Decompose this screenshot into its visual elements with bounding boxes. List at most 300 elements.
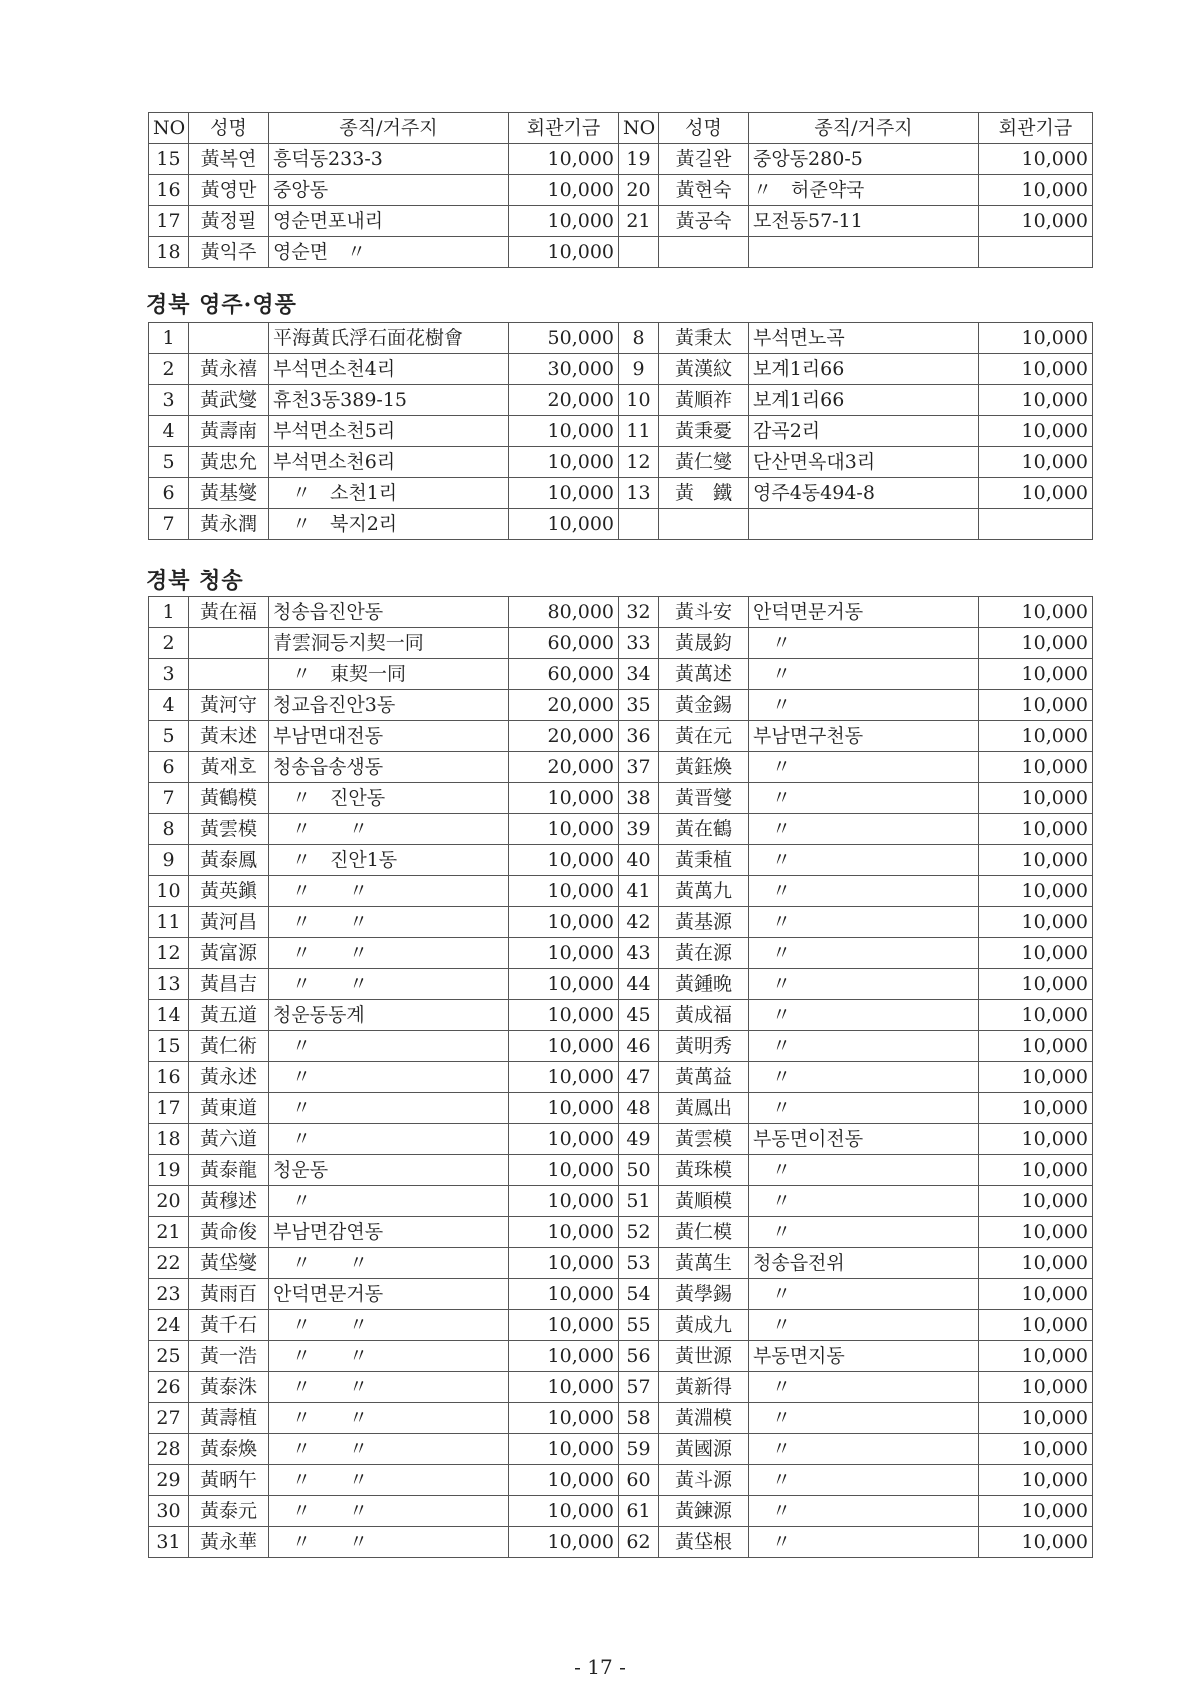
row-location: 〃 [749,1031,979,1062]
row-fund: 50,000 [509,323,619,354]
row-fund: 10,000 [509,1310,619,1341]
row-fund: 10,000 [979,1155,1093,1186]
row-name [659,237,749,268]
row-location: 〃 [749,1527,979,1558]
row-location: 중앙동280-5 [749,144,979,175]
table-row [149,478,1093,509]
row-fund: 10,000 [979,1093,1093,1124]
row-no: 56 [619,1341,659,1372]
row-no: 12 [149,938,189,969]
row-location: 〃 [749,1217,979,1248]
row-no: 4 [149,416,189,447]
row-no: 37 [619,752,659,783]
section-title-cheongsong: 경북 청송 [146,568,244,594]
row-location: 〃 [749,1403,979,1434]
row-fund: 60,000 [509,659,619,690]
row-fund: 10,000 [509,1062,619,1093]
header-no: NO [149,113,189,144]
row-fund: 10,000 [979,1217,1093,1248]
row-no: 21 [619,206,659,237]
row-fund [979,237,1093,268]
table-row [149,1403,1093,1434]
table-row [149,144,1093,175]
row-location: 청송읍송생동 [269,752,509,783]
row-location: 〃 〃 [269,907,509,938]
row-fund: 10,000 [979,628,1093,659]
row-no: 52 [619,1217,659,1248]
table-row [149,1062,1093,1093]
row-name: 黃鍊源 [659,1496,749,1527]
row-no: 15 [149,144,189,175]
row-fund: 10,000 [979,144,1093,175]
row-fund: 10,000 [509,1434,619,1465]
row-name: 黃英鎭 [189,876,269,907]
row-no: 60 [619,1465,659,1496]
table-row [149,1465,1093,1496]
row-location: 〃 〃 [269,1248,509,1279]
row-name: 黃秉太 [659,323,749,354]
row-no: 27 [149,1403,189,1434]
table-row [149,1155,1093,1186]
table-row [149,416,1093,447]
row-name: 黃泰鳳 [189,845,269,876]
table-row [149,509,1093,540]
row-location: 청송읍전위 [749,1248,979,1279]
row-no: 34 [619,659,659,690]
row-name: 黃萬九 [659,876,749,907]
row-location: 부동면이전동 [749,1124,979,1155]
row-fund: 10,000 [979,876,1093,907]
table-row [149,752,1093,783]
row-no: 18 [149,1124,189,1155]
row-location: 〃 [269,1062,509,1093]
row-name: 黃현숙 [659,175,749,206]
row-location: 〃 진안1동 [269,845,509,876]
row-no: 44 [619,969,659,1000]
row-name: 黃一浩 [189,1341,269,1372]
row-name: 黃雨百 [189,1279,269,1310]
row-no: 20 [619,175,659,206]
row-name: 黃穆述 [189,1186,269,1217]
table-row [149,659,1093,690]
row-name: 黃學錫 [659,1279,749,1310]
row-fund: 10,000 [509,1496,619,1527]
row-fund: 10,000 [509,783,619,814]
row-no: 48 [619,1093,659,1124]
row-fund: 10,000 [979,907,1093,938]
header-name: 성명 [189,113,269,144]
row-location: 〃 [749,1155,979,1186]
row-name: 黃永禧 [189,354,269,385]
row-location: 부남면감연동 [269,1217,509,1248]
row-name: 黃鈺煥 [659,752,749,783]
row-fund: 10,000 [979,1062,1093,1093]
row-fund: 80,000 [509,597,619,628]
row-fund: 10,000 [979,478,1093,509]
row-name: 黃재호 [189,752,269,783]
row-location [749,509,979,540]
table-row [149,1248,1093,1279]
row-name: 黃新得 [659,1372,749,1403]
row-name: 黃在鶴 [659,814,749,845]
row-location: 안덕면문거동 [269,1279,509,1310]
row-location: 〃 〃 [269,938,509,969]
row-no: 10 [619,385,659,416]
row-name: 黃鍾晩 [659,969,749,1000]
row-name: 黃斗安 [659,597,749,628]
row-fund: 10,000 [509,1000,619,1031]
row-fund: 10,000 [509,1248,619,1279]
row-name: 黃漢紋 [659,354,749,385]
row-no: 9 [149,845,189,876]
row-fund: 10,000 [979,206,1093,237]
row-name: 黃晋燮 [659,783,749,814]
row-fund: 60,000 [509,628,619,659]
row-name: 黃雲模 [659,1124,749,1155]
row-no: 42 [619,907,659,938]
row-no: 57 [619,1372,659,1403]
row-name: 黃國源 [659,1434,749,1465]
table-row [149,323,1093,354]
row-fund: 10,000 [979,323,1093,354]
row-location: 부동면지동 [749,1341,979,1372]
row-fund: 10,000 [979,721,1093,752]
row-fund: 10,000 [979,1186,1093,1217]
table-row [149,1372,1093,1403]
row-location: 〃 〃 [269,1434,509,1465]
row-no: 59 [619,1434,659,1465]
row-name: 黃珠模 [659,1155,749,1186]
row-location: 부남면대전동 [269,721,509,752]
row-location: 중앙동 [269,175,509,206]
row-fund: 10,000 [979,416,1093,447]
row-no: 16 [149,175,189,206]
row-location: 〃 〃 [269,969,509,1000]
row-fund: 10,000 [979,814,1093,845]
table-row [149,1496,1093,1527]
row-fund: 10,000 [509,175,619,206]
row-name: 黃基源 [659,907,749,938]
row-name: 黃영만 [189,175,269,206]
row-location: 〃 [269,1186,509,1217]
row-fund: 10,000 [979,938,1093,969]
row-name: 黃河昌 [189,907,269,938]
row-fund: 10,000 [509,1372,619,1403]
table-row [149,1217,1093,1248]
row-name [189,659,269,690]
row-location: 〃 [749,1062,979,1093]
row-no: 41 [619,876,659,907]
row-location: 〃 〃 [269,1496,509,1527]
row-location: 〃 허준약국 [749,175,979,206]
row-name: 黃五道 [189,1000,269,1031]
row-name: 黃千石 [189,1310,269,1341]
row-fund: 10,000 [509,447,619,478]
row-fund: 10,000 [979,783,1093,814]
row-name: 黃垈根 [659,1527,749,1558]
row-location: 〃 [749,814,979,845]
row-name: 黃順祚 [659,385,749,416]
row-location: 단산면옥대3리 [749,447,979,478]
row-fund: 10,000 [979,1527,1093,1558]
row-name: 黃河守 [189,690,269,721]
table-row [149,175,1093,206]
table-row [149,1279,1093,1310]
row-name: 黃永述 [189,1062,269,1093]
row-name: 黃복연 [189,144,269,175]
page-number: - 17 - [574,1655,626,1679]
row-location: 〃 [749,1310,979,1341]
row-name: 黃萬述 [659,659,749,690]
table-row [149,1186,1093,1217]
row-location: 부남면구천동 [749,721,979,752]
row-location: 〃 〃 [269,1341,509,1372]
table-row [149,1124,1093,1155]
row-fund: 10,000 [979,1279,1093,1310]
row-no: 6 [149,752,189,783]
header-fund: 회관기금 [979,113,1093,144]
row-no: 19 [619,144,659,175]
row-location: 〃 東契一同 [269,659,509,690]
row-name: 黃淵模 [659,1403,749,1434]
row-location: 청송읍진안동 [269,597,509,628]
row-no: 16 [149,1062,189,1093]
row-location: 〃 [749,1372,979,1403]
row-location: 〃 소천1리 [269,478,509,509]
row-fund: 10,000 [509,478,619,509]
row-no: 58 [619,1403,659,1434]
row-no: 22 [149,1248,189,1279]
row-no: 45 [619,1000,659,1031]
table-row [149,907,1093,938]
row-location: 〃 [749,1000,979,1031]
row-no: 20 [149,1186,189,1217]
row-location: 보계1리66 [749,354,979,385]
row-no: 61 [619,1496,659,1527]
row-location: 〃 [749,1279,979,1310]
row-fund: 10,000 [979,354,1093,385]
row-location: 부석면소천4리 [269,354,509,385]
row-fund: 10,000 [979,447,1093,478]
row-no: 24 [149,1310,189,1341]
row-location: 영순면 〃 [269,237,509,268]
row-no: 8 [149,814,189,845]
row-location: 〃 〃 [269,1527,509,1558]
row-no: 15 [149,1031,189,1062]
row-name: 黃鶴模 [189,783,269,814]
row-name: 黃昞午 [189,1465,269,1496]
row-location: 〃 북지2리 [269,509,509,540]
row-name: 黃공숙 [659,206,749,237]
row-location: 〃 [749,1186,979,1217]
row-no: 19 [149,1155,189,1186]
row-no: 17 [149,1093,189,1124]
row-name: 黃在源 [659,938,749,969]
row-name: 黃基燮 [189,478,269,509]
row-no: 35 [619,690,659,721]
row-location: 〃 [269,1124,509,1155]
row-fund: 10,000 [979,690,1093,721]
row-location: 〃 [749,628,979,659]
header-name: 성명 [659,113,749,144]
row-no: 17 [149,206,189,237]
row-location: 〃 [749,938,979,969]
table-row [149,1000,1093,1031]
row-fund: 10,000 [509,814,619,845]
row-name: 黃鳳出 [659,1093,749,1124]
row-location: 영순면포내리 [269,206,509,237]
table-row [149,1341,1093,1372]
table-row [149,206,1093,237]
row-location: 〃 [269,1031,509,1062]
row-name: 黃泰龍 [189,1155,269,1186]
row-location: 〃 〃 [269,814,509,845]
row-fund: 10,000 [509,1465,619,1496]
row-name: 黃金錫 [659,690,749,721]
row-location: 〃 [749,876,979,907]
row-fund: 10,000 [509,1279,619,1310]
table-row [149,1434,1093,1465]
row-no: 4 [149,690,189,721]
row-name: 黃 鐵 [659,478,749,509]
row-location: 〃 [749,907,979,938]
row-name: 黃정필 [189,206,269,237]
row-no: 28 [149,1434,189,1465]
row-no: 43 [619,938,659,969]
row-location: 〃 [749,969,979,1000]
row-fund [979,509,1093,540]
row-name [189,323,269,354]
row-no [619,237,659,268]
row-name: 黃斗源 [659,1465,749,1496]
row-name: 黃泰元 [189,1496,269,1527]
row-location: 〃 [749,1093,979,1124]
row-no: 26 [149,1372,189,1403]
table-row [149,690,1093,721]
row-no: 7 [149,509,189,540]
row-no: 39 [619,814,659,845]
row-location: 청운동 [269,1155,509,1186]
row-name: 黃六道 [189,1124,269,1155]
row-location: 〃 〃 [269,876,509,907]
row-fund: 10,000 [509,1031,619,1062]
table-header-row [149,113,1093,144]
row-no: 5 [149,447,189,478]
row-location: 부석면노곡 [749,323,979,354]
header-no: NO [619,113,659,144]
row-no: 14 [149,1000,189,1031]
row-location: 부석면소천5리 [269,416,509,447]
table-row [149,628,1093,659]
row-fund: 10,000 [979,1248,1093,1279]
row-name: 黃壽南 [189,416,269,447]
table-row [149,783,1093,814]
row-fund: 10,000 [979,845,1093,876]
row-location: 〃 〃 [269,1465,509,1496]
donor-table-yeongju [148,322,1093,540]
row-location: 〃 〃 [269,1310,509,1341]
row-name: 黃東道 [189,1093,269,1124]
row-name: 黃順模 [659,1186,749,1217]
table-row [149,237,1093,268]
row-name: 黃命俊 [189,1217,269,1248]
row-no: 55 [619,1310,659,1341]
row-location: 영주4동494-8 [749,478,979,509]
row-no: 50 [619,1155,659,1186]
row-fund: 10,000 [509,1341,619,1372]
row-location: 안덕면문거동 [749,597,979,628]
row-no: 1 [149,323,189,354]
header-location: 종직/거주지 [749,113,979,144]
row-no: 53 [619,1248,659,1279]
row-location: 〃 [749,659,979,690]
row-location: 〃 [749,690,979,721]
row-fund: 20,000 [509,752,619,783]
table-row [149,1093,1093,1124]
row-name: 黃忠允 [189,447,269,478]
row-name: 黃垈燮 [189,1248,269,1279]
table-row [149,969,1093,1000]
row-location: 청운동동계 [269,1000,509,1031]
row-name: 黃昌吉 [189,969,269,1000]
row-no: 13 [149,969,189,1000]
row-fund: 20,000 [509,385,619,416]
donor-table-cheongsong [148,596,1093,1558]
row-location: 흥덕동233-3 [269,144,509,175]
row-no: 40 [619,845,659,876]
row-no: 33 [619,628,659,659]
row-fund: 30,000 [509,354,619,385]
row-fund: 10,000 [509,1093,619,1124]
row-fund: 10,000 [979,1496,1093,1527]
row-fund: 10,000 [509,938,619,969]
row-name: 黃武燮 [189,385,269,416]
row-no: 21 [149,1217,189,1248]
row-no: 51 [619,1186,659,1217]
header-fund: 회관기금 [509,113,619,144]
row-no [619,509,659,540]
row-name: 黃泰洙 [189,1372,269,1403]
donor-table-continued [148,112,1093,268]
row-no: 36 [619,721,659,752]
row-fund: 10,000 [979,969,1093,1000]
row-no: 3 [149,385,189,416]
row-location: 〃 [749,845,979,876]
row-no: 30 [149,1496,189,1527]
row-fund: 10,000 [979,1372,1093,1403]
row-fund: 10,000 [509,206,619,237]
row-location: 〃 [749,1465,979,1496]
row-name: 黃成九 [659,1310,749,1341]
row-location: 〃 [269,1093,509,1124]
table-row [149,1031,1093,1062]
row-name: 黃在福 [189,597,269,628]
row-fund: 10,000 [509,144,619,175]
row-name [189,628,269,659]
row-name: 黃壽植 [189,1403,269,1434]
row-fund: 10,000 [979,1000,1093,1031]
row-no: 18 [149,237,189,268]
row-fund: 10,000 [979,659,1093,690]
row-fund: 10,000 [509,1403,619,1434]
row-fund: 10,000 [509,1527,619,1558]
row-location: 平海黃氏浮石面花樹會 [269,323,509,354]
table-row [149,597,1093,628]
table-row [149,845,1093,876]
row-no: 8 [619,323,659,354]
row-location: 휴천3동389-15 [269,385,509,416]
row-no: 46 [619,1031,659,1062]
